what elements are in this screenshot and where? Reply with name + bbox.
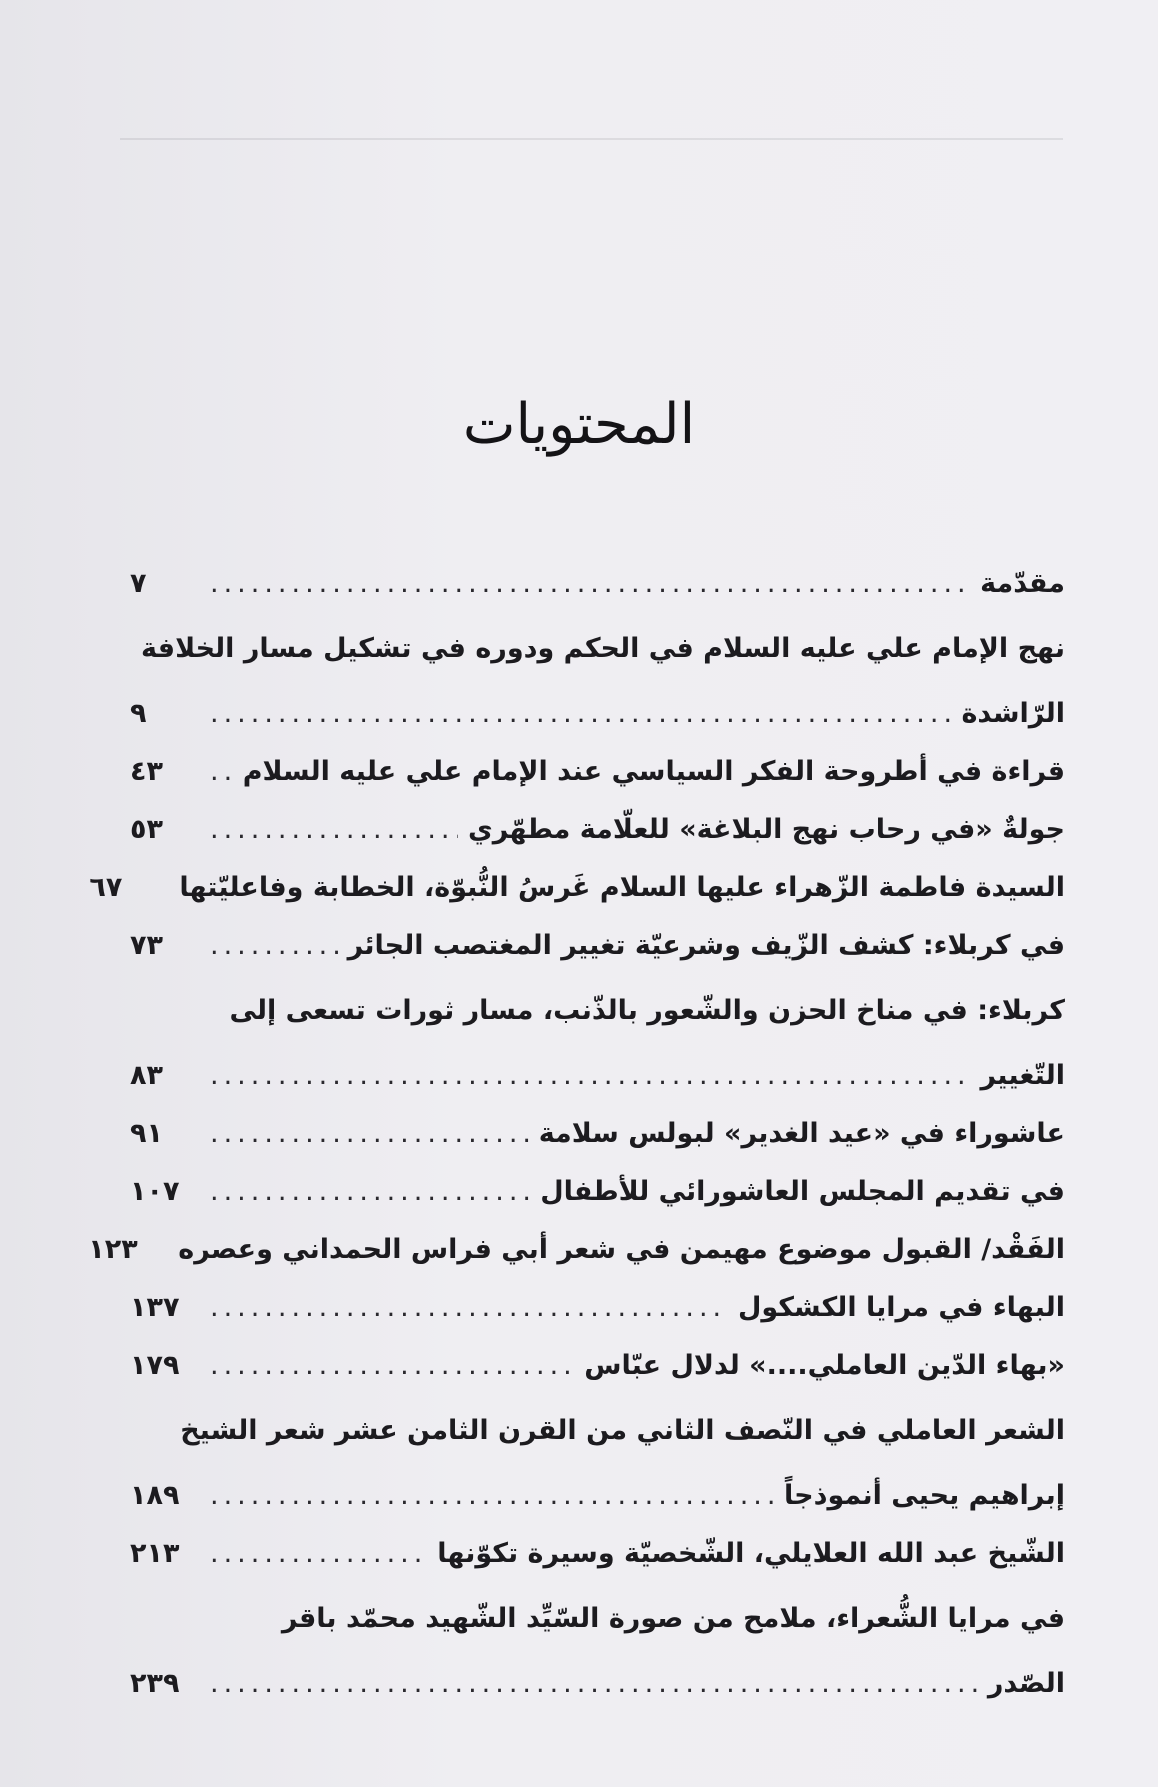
dot-leader bbox=[210, 801, 458, 859]
dot-leader bbox=[210, 1655, 978, 1713]
toc-page-number: ٦٧ bbox=[89, 872, 123, 903]
toc-entry bbox=[130, 743, 1065, 801]
dot-leader bbox=[210, 1337, 574, 1395]
toc-entry-title-continued: التّغيير bbox=[980, 1060, 1065, 1091]
toc-entry bbox=[130, 1105, 1065, 1163]
toc-entry-line bbox=[130, 975, 1065, 1047]
dot-leader bbox=[210, 1467, 774, 1525]
toc-page-number: ٧ bbox=[130, 568, 147, 599]
toc-entry bbox=[130, 1279, 1065, 1337]
dot-leader bbox=[210, 743, 233, 801]
toc-entry-line bbox=[130, 1395, 1065, 1467]
toc-entry-title-continued: الرّاشدة bbox=[961, 698, 1065, 729]
toc-page-number: ١٧٩ bbox=[130, 1350, 180, 1381]
toc-entry-line bbox=[130, 1583, 1065, 1655]
dot-leader bbox=[210, 1047, 971, 1105]
toc-entry-line bbox=[130, 613, 1065, 685]
toc-page-number: ١٣٧ bbox=[130, 1292, 180, 1323]
dot-leader bbox=[210, 917, 338, 975]
toc-entry bbox=[130, 555, 1065, 613]
toc-entry-title: جولةٌ «في رحاب نهج البلاغة» للعلّامة مطهّري bbox=[468, 814, 1065, 845]
toc-entry bbox=[130, 1525, 1065, 1583]
toc-entry-title: السيدة فاطمة الزّهراء عليها السلام غَرسُ النُّبوّة، الخطابة وفاعليّتها bbox=[179, 872, 1065, 903]
dot-leader bbox=[210, 1279, 728, 1337]
toc-entry-title: في تقديم المجلس العاشورائي للأطفال bbox=[540, 1176, 1065, 1207]
toc-page-number: ١٨٩ bbox=[130, 1480, 180, 1511]
toc-entry bbox=[130, 1337, 1065, 1395]
toc-page-number: ٨٣ bbox=[130, 1060, 163, 1091]
toc-entry bbox=[130, 801, 1065, 859]
dot-leader bbox=[210, 685, 951, 743]
toc-entry-title: في مرايا الشُّعراء، ملامح من صورة السّيِّد الشّهيد محمّد باقر bbox=[281, 1603, 1065, 1634]
toc-entry-title: الفَقْد/ القبول موضوع مهيمن في شعر أبي فراس الحمداني وعصره bbox=[178, 1234, 1065, 1265]
toc-entry-title: الشعر العاملي في النّصف الثاني من القرن الثامن عشر شعر الشيخ bbox=[180, 1415, 1065, 1446]
toc-entry-title: عاشوراء في «عيد الغدير» لبولس سلامة bbox=[538, 1118, 1065, 1149]
dot-leader bbox=[210, 1105, 529, 1163]
toc-entry bbox=[130, 685, 1065, 743]
toc-entry-title: في كربلاء: كشف الزّيف وشرعيّة تغيير المغتصب الجائر bbox=[347, 930, 1065, 961]
toc-entry-title: الشّيخ عبد الله العلايلي، الشّخصيّة وسيرة تكوّنها bbox=[437, 1538, 1065, 1569]
toc-entry bbox=[130, 1047, 1065, 1105]
toc-entry-title-continued: الصّدر bbox=[987, 1668, 1065, 1699]
toc-entry bbox=[88, 1221, 1065, 1279]
toc-entry-title-continued: إبراهيم يحيى أنموذجاً bbox=[784, 1480, 1065, 1511]
toc-entry bbox=[130, 917, 1065, 975]
toc-entry-title: البهاء في مرايا الكشكول bbox=[737, 1292, 1065, 1323]
toc-page-number: ٤٣ bbox=[130, 756, 163, 787]
toc-entry bbox=[130, 1163, 1065, 1221]
table-of-contents bbox=[88, 555, 1065, 1713]
toc-entry bbox=[89, 859, 1065, 917]
toc-entry-title: مقدّمة bbox=[980, 568, 1065, 599]
header-rule bbox=[120, 138, 1063, 140]
toc-page-number: ٢٣٩ bbox=[130, 1668, 180, 1699]
toc-page-number: ٩١ bbox=[130, 1118, 163, 1149]
toc-page-number: ٢١٣ bbox=[130, 1538, 180, 1569]
dot-leader bbox=[210, 1525, 427, 1583]
toc-entry bbox=[130, 1655, 1065, 1713]
toc-entry-title: كربلاء: في مناخ الحزن والشّعور بالذّنب، مسار ثورات تسعى إلى bbox=[229, 995, 1065, 1026]
dot-leader bbox=[210, 1163, 530, 1221]
toc-entry-title: «بهاء الدّين العاملي....» لدلال عبّاس bbox=[584, 1350, 1065, 1381]
page-title: المحتويات bbox=[462, 392, 696, 457]
toc-page-number: ١٠٧ bbox=[130, 1176, 180, 1207]
toc-page-number: ٥٣ bbox=[130, 814, 163, 845]
toc-page-number: ٧٣ bbox=[130, 930, 163, 961]
toc-entry-title: نهج الإمام علي عليه السلام في الحكم ودوره في تشكيل مسار الخلافة bbox=[141, 633, 1065, 664]
toc-page-number: ١٢٣ bbox=[88, 1234, 138, 1265]
toc-page-number: ٩ bbox=[130, 698, 147, 729]
toc-entry-title: قراءة في أطروحة الفكر السياسي عند الإمام علي عليه السلام bbox=[242, 756, 1065, 787]
dot-leader bbox=[210, 555, 970, 613]
toc-entry bbox=[130, 1467, 1065, 1525]
